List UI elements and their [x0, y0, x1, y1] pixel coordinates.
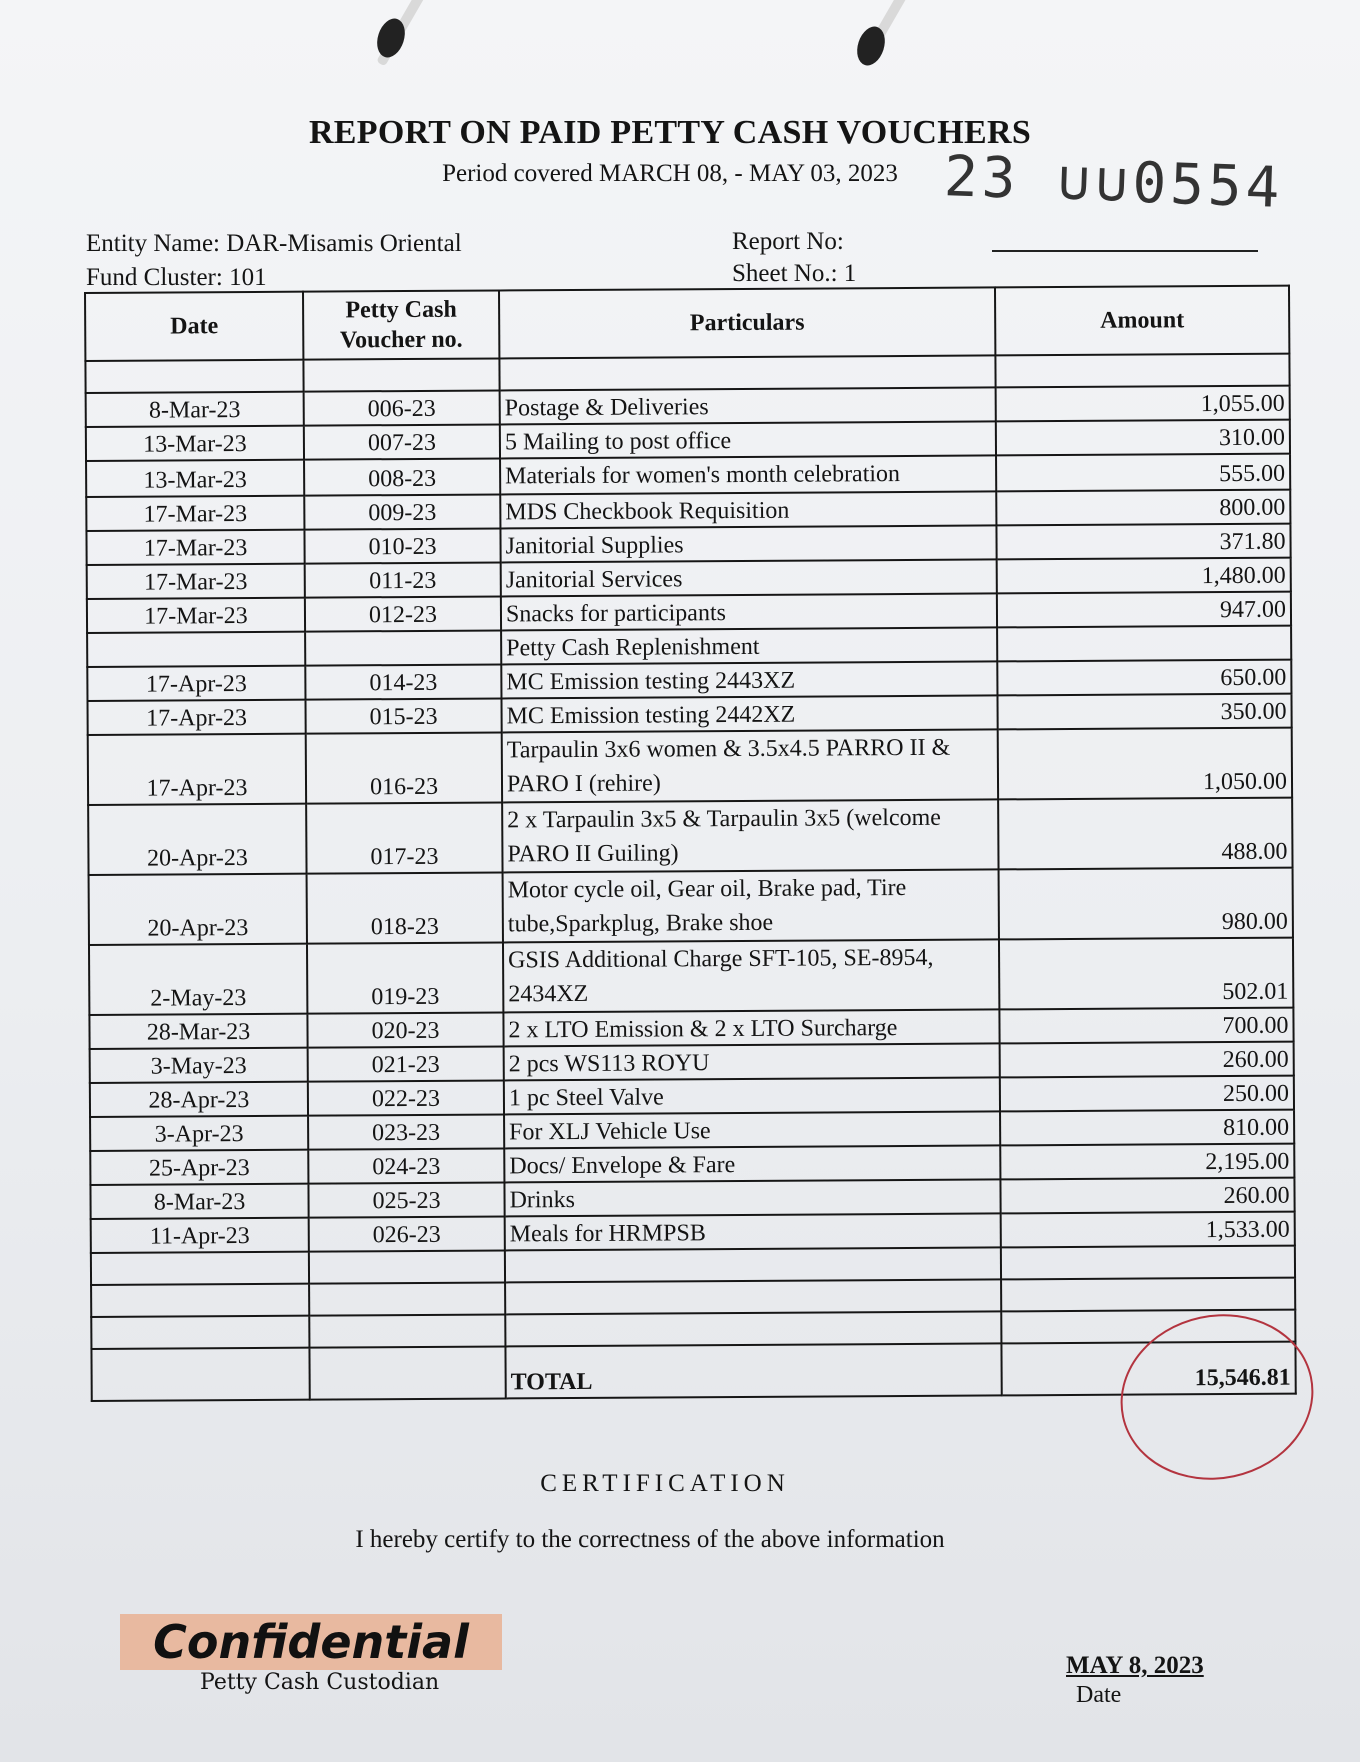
particulars-cell: 5 Mailing to post office	[500, 421, 996, 458]
date-cell: 13-Mar-23	[86, 426, 304, 461]
particulars-cell: MC Emission testing 2443XZ	[501, 661, 997, 698]
voucher-cell: 016-23	[306, 732, 502, 803]
voucher-cell	[305, 630, 501, 665]
particulars-cell: Snacks for participants	[501, 593, 997, 630]
amount-cell: 2,195.00	[1000, 1144, 1294, 1180]
total-amount: 15,546.81	[1001, 1342, 1295, 1396]
date-cell: 28-Apr-23	[90, 1082, 308, 1117]
amount-cell: 1,050.00	[998, 728, 1292, 800]
amount-cell: 1,533.00	[1001, 1212, 1295, 1248]
confidential-label: Confidential	[120, 1614, 502, 1670]
voucher-cell: 008-23	[304, 458, 500, 495]
table-row	[88, 728, 1292, 805]
voucher-cell: 022-23	[308, 1080, 504, 1115]
date-cell: 17-Mar-23	[86, 530, 304, 565]
header-voucher: Petty Cash Voucher no.	[303, 290, 499, 359]
voucher-cell: 010-23	[304, 528, 500, 563]
date-cell: 13-Mar-23	[86, 460, 304, 497]
particulars-cell: MDS Checkbook Requisition	[500, 491, 996, 528]
particulars-cell: 1 pc Steel Valve	[504, 1077, 1000, 1114]
voucher-cell: 025-23	[308, 1182, 504, 1217]
period-covered: Period covered MARCH 08, - MAY 03, 2023	[442, 160, 898, 187]
amount-cell: 260.00	[1000, 1178, 1294, 1214]
particulars-cell: Drinks	[504, 1179, 1000, 1216]
custodian-label: Petty Cash Custodian	[200, 1670, 440, 1695]
date-cell: 3-May-23	[90, 1048, 308, 1083]
header-date: Date	[85, 292, 303, 361]
amount-cell: 650.00	[997, 660, 1291, 696]
amount-cell: 810.00	[1000, 1110, 1294, 1146]
particulars-cell: Docs/ Envelope & Fare	[504, 1145, 1000, 1182]
stamped-number: 23 ∪∪0554	[942, 144, 1285, 221]
date-cell: 8-Mar-23	[90, 1184, 308, 1219]
date-cell: 17-Apr-23	[87, 666, 305, 701]
header-amount: Amount	[995, 286, 1289, 356]
table-header	[85, 286, 1289, 361]
voucher-cell: 020-23	[307, 1012, 503, 1047]
amount-cell: 1,480.00	[997, 558, 1291, 594]
date-cell: 28-Mar-23	[89, 1014, 307, 1049]
voucher-cell: 017-23	[306, 802, 502, 873]
date-cell: 17-Mar-23	[86, 496, 304, 531]
date-cell: 3-Apr-23	[90, 1116, 308, 1151]
particulars-cell: Motor cycle oil, Gear oil, Brake pad, Tire tube,Sparkplug, Brake shoe	[503, 869, 999, 942]
signed-date: MAY 8, 2023	[1066, 1652, 1204, 1679]
total-row	[91, 1342, 1295, 1401]
amount-cell: 371.80	[996, 524, 1290, 560]
amount-cell: 700.00	[999, 1008, 1293, 1044]
date-label: Date	[1076, 1682, 1122, 1708]
amount-cell: 250.00	[1000, 1076, 1294, 1112]
voucher-cell: 012-23	[305, 596, 501, 631]
particulars-cell: For XLJ Vehicle Use	[504, 1111, 1000, 1148]
sheet-no: Sheet No.: 1	[732, 260, 857, 287]
voucher-cell: 015-23	[305, 698, 501, 733]
particulars-cell: Materials for women's month celebration	[500, 455, 996, 494]
voucher-cell: 021-23	[308, 1046, 504, 1081]
date-cell: 17-Apr-23	[87, 700, 305, 735]
particulars-cell: Janitorial Supplies	[500, 525, 996, 562]
voucher-cell: 018-23	[307, 872, 503, 943]
date-cell: 17-Mar-23	[87, 598, 305, 633]
vouchers-table	[84, 285, 1297, 1402]
date-cell: 20-Apr-23	[88, 804, 306, 875]
report-title: REPORT ON PAID PETTY CASH VOUCHERS	[308, 114, 1032, 151]
date-cell	[87, 632, 305, 667]
table-row	[89, 938, 1293, 1015]
amount-cell: 310.00	[996, 420, 1290, 456]
date-cell: 8-Mar-23	[86, 392, 304, 427]
certification-title: CERTIFICATION	[540, 1470, 790, 1497]
date-cell: 2-May-23	[89, 944, 307, 1015]
voucher-cell: 023-23	[308, 1114, 504, 1149]
particulars-cell: Janitorial Services	[501, 559, 997, 596]
amount-cell: 980.00	[999, 868, 1293, 940]
voucher-cell: 006-23	[304, 390, 500, 425]
voucher-cell: 024-23	[308, 1148, 504, 1183]
particulars-cell: GSIS Additional Charge SFT-105, SE-8954, 2434XZ	[503, 939, 999, 1012]
date-cell: 25-Apr-23	[90, 1150, 308, 1185]
fund-cluster: Fund Cluster: 101	[86, 264, 267, 291]
voucher-cell: 014-23	[305, 664, 501, 699]
certification-text: I hereby certify to the correctness of the above information	[355, 1526, 945, 1553]
amount-cell: 502.01	[999, 938, 1293, 1010]
particulars-cell: MC Emission testing 2442XZ	[501, 695, 997, 732]
amount-cell: 1,055.00	[996, 386, 1290, 422]
entity-name: Entity Name: DAR-Misamis Oriental	[86, 230, 462, 257]
voucher-cell: 011-23	[305, 562, 501, 597]
particulars-cell: 2 x LTO Emission & 2 x LTO Surcharge	[503, 1009, 999, 1046]
amount-cell: 260.00	[1000, 1042, 1294, 1078]
particulars-cell: 2 x Tarpaulin 3x5 & Tarpaulin 3x5 (welcome PARO II Guiling)	[502, 799, 998, 872]
amount-cell: 555.00	[996, 454, 1290, 492]
report-no-line	[992, 250, 1258, 252]
total-label: TOTAL	[505, 1343, 1001, 1398]
amount-cell: 947.00	[997, 592, 1291, 628]
table-row	[89, 868, 1293, 945]
particulars-cell: Meals for HRMPSB	[505, 1213, 1001, 1250]
date-cell: 17-Mar-23	[87, 564, 305, 599]
amount-cell: 350.00	[997, 694, 1291, 730]
table-row	[88, 798, 1292, 875]
amount-cell: 800.00	[996, 490, 1290, 526]
particulars-cell: Tarpaulin 3x6 women & 3.5x4.5 PARRO II & PARO I (rehire)	[502, 729, 998, 802]
date-cell: 11-Apr-23	[91, 1218, 309, 1253]
date-cell: 20-Apr-23	[89, 874, 307, 945]
amount-cell: 488.00	[998, 798, 1292, 870]
amount-cell	[997, 626, 1291, 662]
voucher-cell: 007-23	[304, 424, 500, 459]
particulars-cell: 2 pcs WS113 ROYU	[504, 1043, 1000, 1080]
particulars-cell: Postage & Deliveries	[500, 387, 996, 424]
particulars-cell: Petty Cash Replenishment	[501, 627, 997, 664]
date-cell: 17-Apr-23	[88, 734, 306, 805]
voucher-cell: 009-23	[304, 494, 500, 529]
report-no: Report No:	[732, 228, 844, 255]
voucher-cell: 019-23	[307, 942, 503, 1013]
voucher-cell: 026-23	[309, 1216, 505, 1251]
header-particulars: Particulars	[499, 287, 995, 358]
